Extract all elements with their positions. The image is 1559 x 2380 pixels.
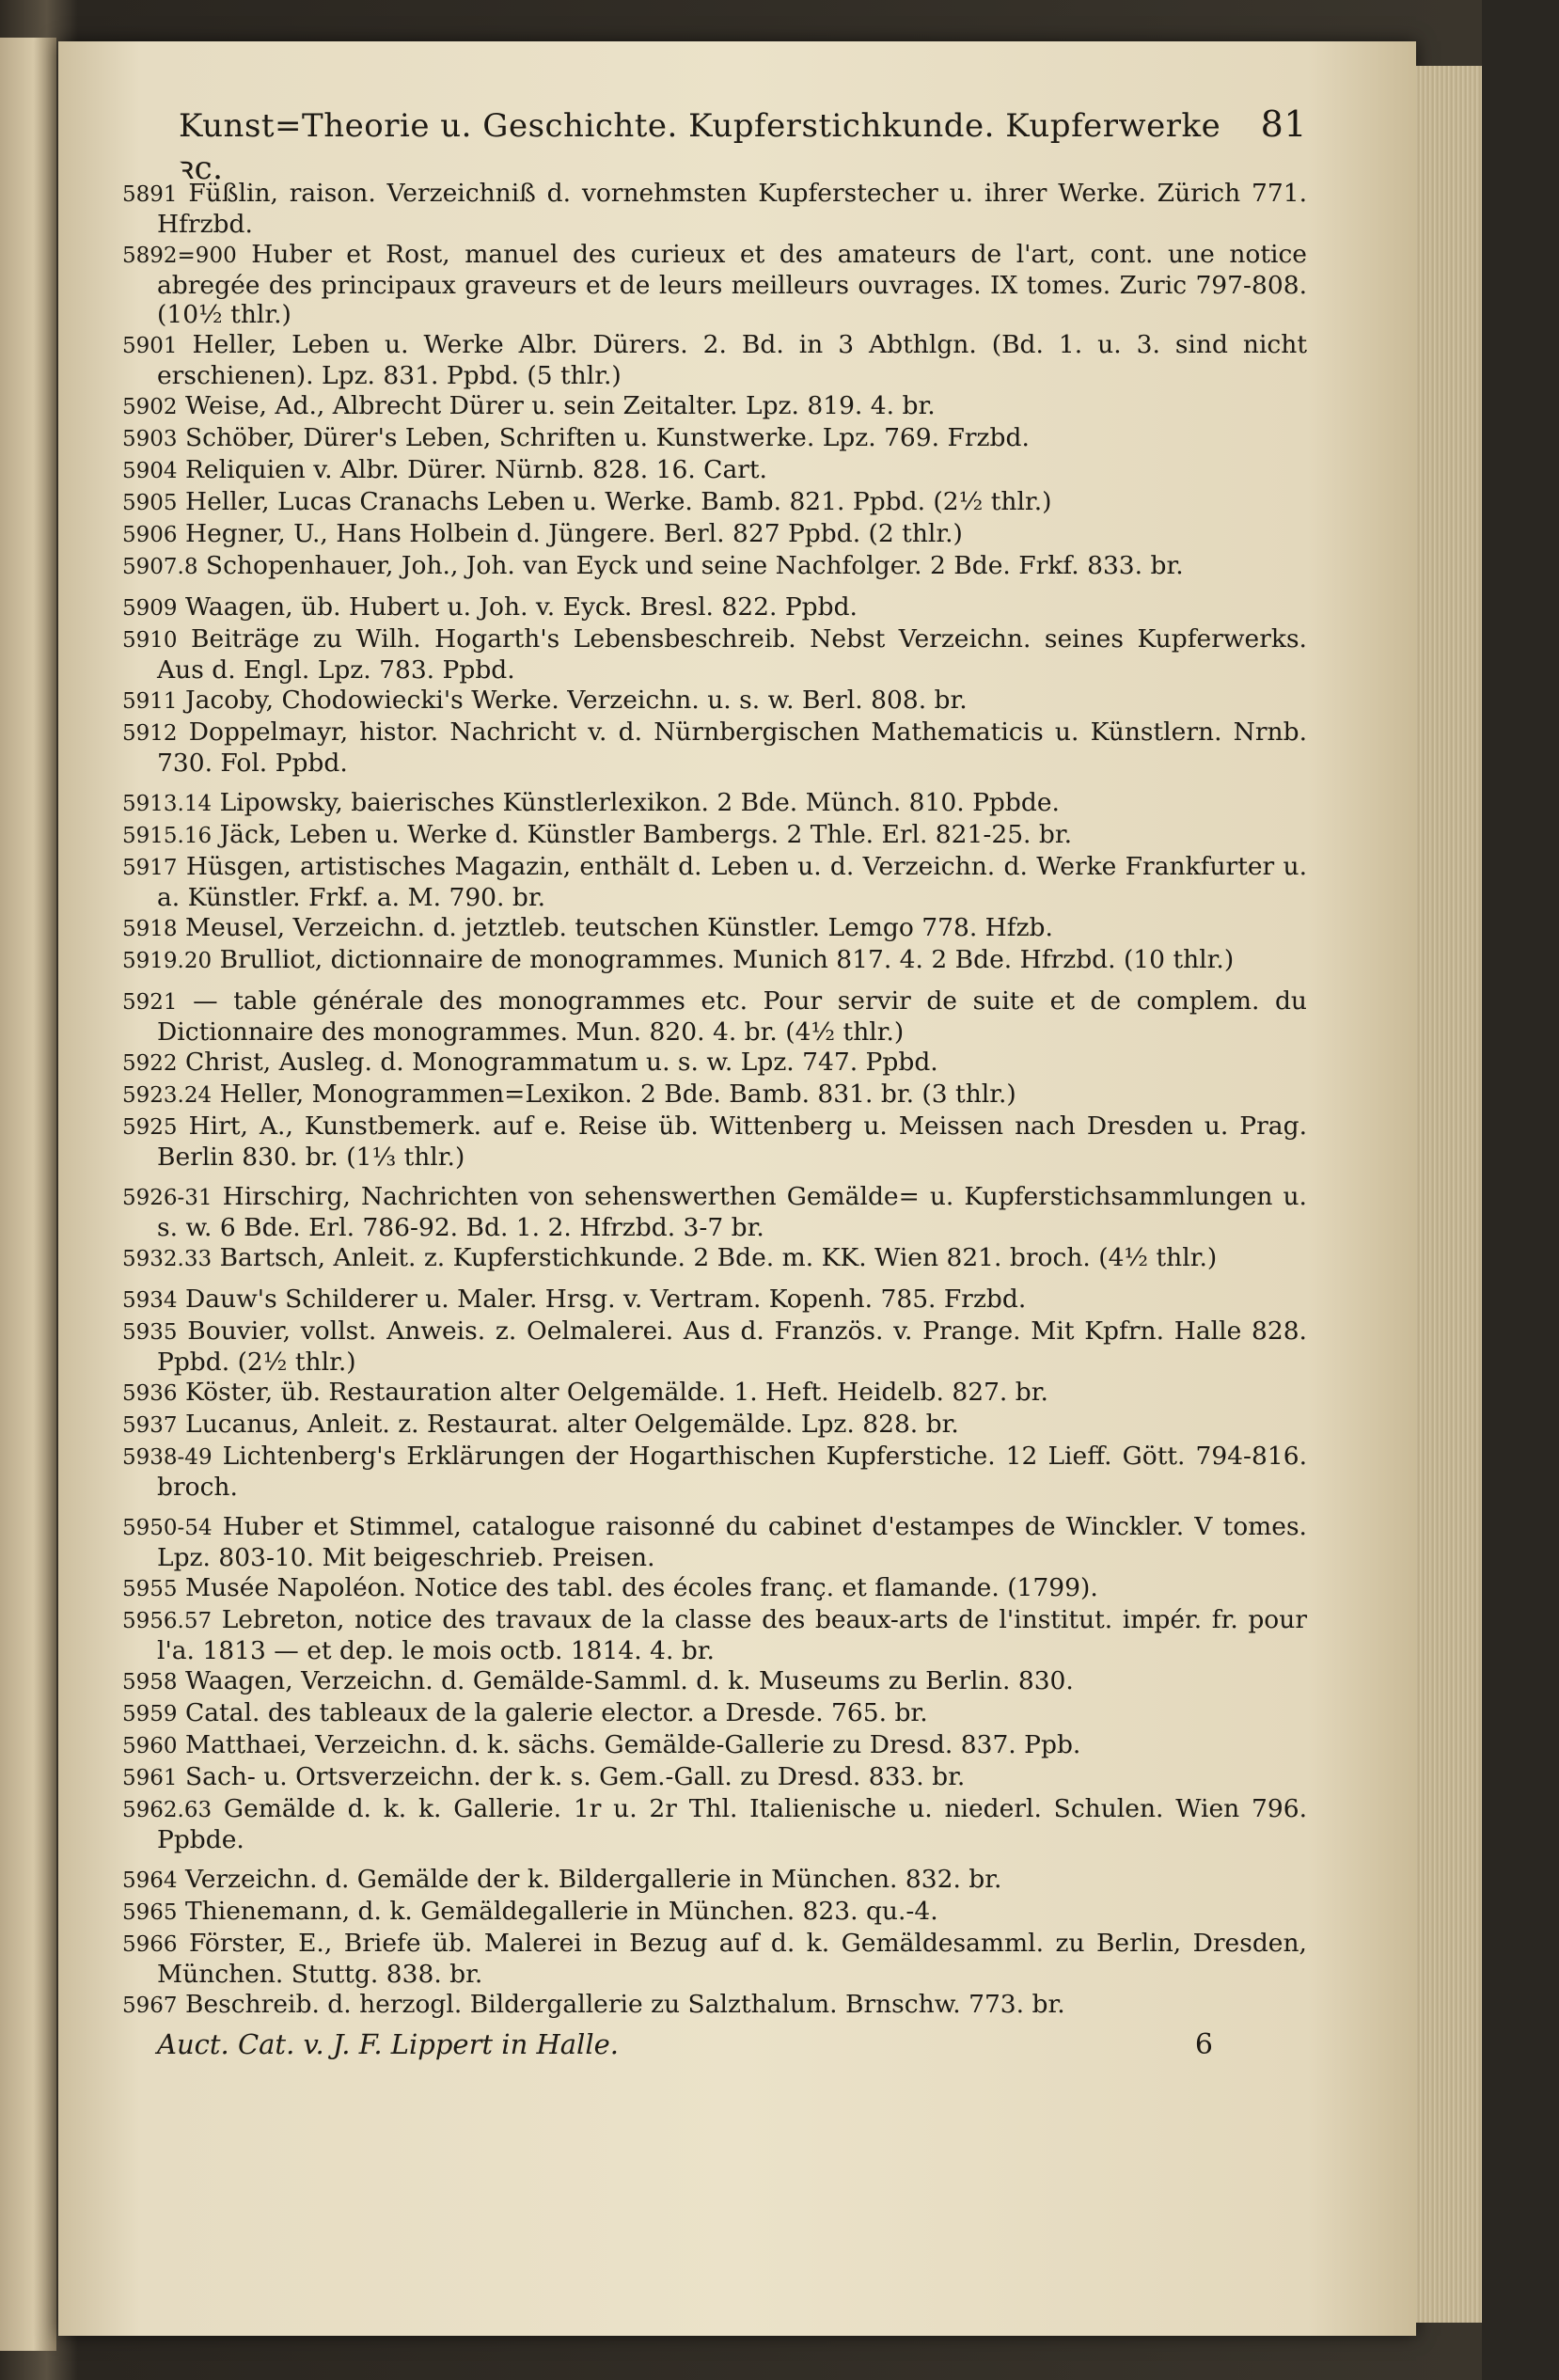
entry-text: Dauw's Schilderer u. Maler. Hrsg. v. Vertram. Kopenh. 785. Frzbd. [184,1285,1027,1314]
catalog-entry [122,519,1307,550]
lot-number: 5909 [122,596,178,621]
catalog-entry [122,945,1307,976]
entry-text: Lipowsky, baierisches Künstlerlexikon. 2 Bde. Münch. 810. Ppbde. [219,788,1060,817]
entry-text: Hüsgen, artistisches Magazin, enthält d. Leben u. d. Verzeichn. d. Werke Frankfurter u. a. Künstler. Frkf. a. M. 790. br. [157,852,1307,912]
lot-number: 5892=900 [122,244,237,268]
lot-number: 5912 [122,721,178,746]
entry-text: Sach- u. Ortsverzeichn. der k. s. Gem.-Gall. zu Dresd. 833. br. [184,1762,966,1791]
catalog-entry [122,1285,1307,1316]
catalog-entry [122,1182,1307,1242]
lot-number: 5934 [122,1288,178,1313]
lot-number: 5904 [122,459,178,483]
lot-number: 5902 [122,395,178,419]
entry-text: Hegner, U., Hans Holbein d. Jüngere. Berl. 827 Ppbd. (2 thlr.) [184,519,963,548]
lot-number: 5964 [122,1868,178,1893]
entry-text: Heller, Monogrammen=Lexikon. 2 Bde. Bamb. 831. br. (3 thlr.) [219,1080,1016,1109]
lot-number: 5926-31 [122,1186,213,1210]
catalog-entry [122,1730,1307,1761]
catalog-entry [122,1897,1307,1928]
catalog-entry [122,179,1307,239]
lot-number: 5921 [122,990,178,1015]
lot-number: 5937 [122,1413,178,1438]
lot-number: 5907.8 [122,555,198,579]
entry-text: Köster, üb. Restauration alter Oelgemälde. 1. Heft. Heidelb. 827. br. [184,1378,1048,1407]
entry-text: Beschreib. d. herzogl. Bildergallerie zu Salzthalum. Brnschw. 773. br. [184,1990,1065,2019]
entry-text: Förster, E., Briefe üb. Malerei in Bezug auf d. k. Gemäldesamml. zu Berlin, Dresden, München. Stuttg. 838. br. [157,1929,1307,1989]
catalog-entry [122,686,1307,717]
catalog-entry [122,330,1307,390]
entry-text: Weise, Ad., Albrecht Dürer u. sein Zeitalter. Lpz. 819. 4. br. [184,391,936,420]
entry-text: Matthaei, Verzeichn. d. k. sächs. Gemälde-Gallerie zu Dresd. 837. Ppb. [184,1730,1081,1759]
catalog-entries [122,179,1307,2021]
lot-number: 5950-54 [122,1516,213,1540]
lot-number: 5911 [122,689,178,714]
facing-page-edge [0,38,56,2351]
catalog-entry [122,1762,1307,1793]
entry-text: Bartsch, Anleit. z. Kupferstichkunde. 2 Bde. m. KK. Wien 821. broch. (4½ thlr.) [219,1243,1218,1272]
running-title: Kunst=Theorie u. Geschichte. Kupferstichkunde. Kupferwerke ꝛc. [179,107,1221,187]
lot-number: 5905 [122,491,178,515]
page-content [122,103,1307,2061]
lot-number: 5932.33 [122,1247,213,1271]
entry-text: Heller, Lucas Cranachs Leben u. Werke. Bamb. 821. Ppbd. (2½ thlr.) [184,487,1052,516]
lot-number: 5913.14 [122,792,213,816]
lot-number: 5891 [122,182,178,207]
catalog-entry [122,1243,1307,1274]
entry-text: Musée Napoléon. Notice des tabl. des écoles franç. et flamande. (1799). [184,1573,1098,1602]
lot-number: 5966 [122,1932,178,1957]
entry-text: Lichtenberg's Erklärungen der Hogarthischen Kupferstiche. 12 Lieff. Gött. 794-816. broch. [157,1442,1307,1502]
lot-number: 5919.20 [122,949,213,973]
entry-text: Catal. des tableaux de la galerie elector. a Dresde. 765. br. [184,1698,928,1727]
entry-text: Doppelmayr, histor. Nachricht v. d. Nürnbergischen Mathematicis u. Künstlern. Nrnb. 730. Fol. Ppbd. [157,717,1307,778]
catalog-entry [122,788,1307,819]
entry-text: Lucanus, Anleit. z. Restaurat. alter Oelgemälde. Lpz. 828. br. [184,1410,959,1439]
lot-number: 5961 [122,1766,178,1790]
entry-text: Heller, Leben u. Werke Albr. Dürers. 2. Bd. in 3 Abthlgn. (Bd. 1. u. 3. sind nicht erschienen). Lpz. 831. Ppbd. (5 thlr.) [157,330,1307,390]
entry-text: — table générale des monogrammes etc. Pour servir de suite et de complem. du Dictionnaire des monogrammes. Mun. 820. 4. br. (4½ thlr.) [157,986,1307,1047]
catalog-entry [122,1929,1307,1989]
catalog-entry [122,624,1307,685]
lot-number: 5965 [122,1900,178,1925]
catalog-entry [122,1794,1307,1854]
lot-number: 5955 [122,1577,178,1601]
entry-text: Bouvier, vollst. Anweis. z. Oelmalerei. Aus d. Französ. v. Prange. Mit Kpfrn. Halle 828. Ppbd. (2½ thlr.) [157,1316,1307,1377]
entry-text: Hirt, A., Kunstbemerk. auf e. Reise üb. Wittenberg u. Meissen nach Dresden u. Prag. Berlin 830. br. (1⅓ thlr.) [157,1111,1307,1172]
catalog-entry [122,1512,1307,1572]
signature-mark: 6 [1194,2028,1213,2061]
catalog-entry [122,986,1307,1047]
lot-number: 5935 [122,1320,178,1345]
lot-number: 5962.63 [122,1798,213,1822]
lot-number: 5938-49 [122,1445,213,1470]
running-head [179,103,1307,187]
lot-number: 5958 [122,1670,178,1694]
catalog-entry [122,1316,1307,1377]
entry-text: Brulliot, dictionnaire de monogrammes. Munich 817. 4. 2 Bde. Hfrzbd. (10 thlr.) [219,945,1235,974]
lot-number: 5936 [122,1381,178,1406]
catalog-entry [122,1080,1307,1111]
lot-number: 5925 [122,1115,178,1140]
catalog-entry [122,820,1307,851]
catalog-entry [122,551,1307,582]
page-number: 81 [1260,103,1307,145]
catalog-entry [122,1442,1307,1502]
catalog-entry [122,852,1307,912]
lot-number: 5922 [122,1051,178,1076]
catalog-entry [122,717,1307,778]
entry-text: Waagen, Verzeichn. d. Gemälde-Samml. d. k. Museums zu Berlin. 830. [184,1666,1074,1695]
entry-text: Meusel, Verzeichn. d. jetztleb. teutschen Künstler. Lemgo 778. Hfzb. [184,913,1053,942]
entry-text: Christ, Ausleg. d. Monogrammatum u. s. w. Lpz. 747. Ppbd. [184,1048,938,1077]
lot-number: 5917 [122,856,178,880]
entry-text: Reliquien v. Albr. Dürer. Nürnb. 828. 16. Cart. [184,455,767,484]
entry-text: Gemälde d. k. k. Gallerie. 1r u. 2r Thl. Italienische u. niederl. Schulen. Wien 796. Ppbde. [157,1794,1307,1854]
catalog-entry [122,592,1307,623]
entry-text: Hirschirg, Nachrichten von sehenswerthen Gemälde= u. Kupferstichsammlungen u. s. w. 6 Bde. Erl. 786-92. Bd. 1. 2. Hfrzbd. 3-7 br. [157,1182,1307,1242]
lot-number: 5910 [122,628,178,653]
lot-number: 5915.16 [122,824,213,848]
entry-text: Thienemann, d. k. Gemäldegallerie in München. 823. qu.-4. [184,1897,938,1926]
entry-text: Waagen, üb. Hubert u. Joh. v. Eyck. Bresl. 822. Ppbd. [184,592,858,622]
catalog-entry [122,1111,1307,1172]
lot-number: 5901 [122,334,178,358]
catalog-entry [122,1573,1307,1604]
catalog-entry [122,455,1307,486]
entry-text: Schöber, Dürer's Leben, Schriften u. Kunstwerke. Lpz. 769. Frzbd. [184,423,1030,452]
catalog-entry [122,1865,1307,1896]
entry-text: Lebreton, notice des travaux de la classe des beaux-arts de l'institut. impér. fr. pour l'a. 1813 — et dep. le mois octb. 1814. 4. br. [157,1605,1307,1665]
entry-text: Huber et Stimmel, catalogue raisonné du cabinet d'estampes de Winckler. V tomes. Lpz. 803-10. Mit beigeschrieb. Preisen. [157,1512,1307,1572]
catalog-entry [122,1666,1307,1697]
catalog-entry [122,1048,1307,1079]
entry-text: Jacoby, Chodowiecki's Werke. Verzeichn. u. s. w. Berl. 808. br. [184,686,968,715]
catalog-entry [122,423,1307,454]
catalog-entry [122,1698,1307,1729]
entry-text: Jäck, Leben u. Werke d. Künstler Bambergs. 2 Thle. Erl. 821-25. br. [219,820,1073,849]
catalog-entry [122,1990,1307,2021]
entry-text: Füßlin, raison. Verzeichniß d. vornehmsten Kupferstecher u. ihrer Werke. Zürich 771. Hfrzbd. [157,179,1307,239]
page-footer [157,2028,1213,2061]
catalog-entry [122,913,1307,944]
entry-text: Huber et Rost, manuel des curieux et des amateurs de l'art, cont. une notice abregée des principaux graveurs et de leurs meilleurs ouvrages. IX tomes. Zuric 797-808. (10½ thlr.) [157,240,1307,329]
lot-number: 5959 [122,1702,178,1726]
catalog-entry [122,487,1307,518]
lot-number: 5923.24 [122,1083,213,1108]
lot-number: 5918 [122,917,178,941]
lot-number: 5903 [122,427,178,451]
catalog-entry [122,240,1307,329]
catalog-entry [122,391,1307,422]
scan-border [1482,0,1559,2380]
page-stack-edge [1416,66,1482,2323]
entry-text: Schopenhauer, Joh., Joh. van Eyck und seine Nachfolger. 2 Bde. Frkf. 833. br. [205,551,1184,580]
entry-text: Beiträge zu Wilh. Hogarth's Lebensbeschreib. Nebst Verzeichn. seines Kupferwerks. Aus d. Engl. Lpz. 783. Ppbd. [157,624,1307,685]
lot-number: 5960 [122,1734,178,1758]
lot-number: 5967 [122,1994,178,2018]
catalog-entry [122,1378,1307,1409]
entry-text: Verzeichn. d. Gemälde der k. Bildergallerie in München. 832. br. [184,1865,1002,1894]
catalog-title: Auct. Cat. v. J. F. Lippert in Halle. [157,2028,619,2060]
catalog-entry [122,1605,1307,1665]
lot-number: 5956.57 [122,1609,213,1633]
lot-number: 5906 [122,523,178,547]
catalog-entry [122,1410,1307,1441]
